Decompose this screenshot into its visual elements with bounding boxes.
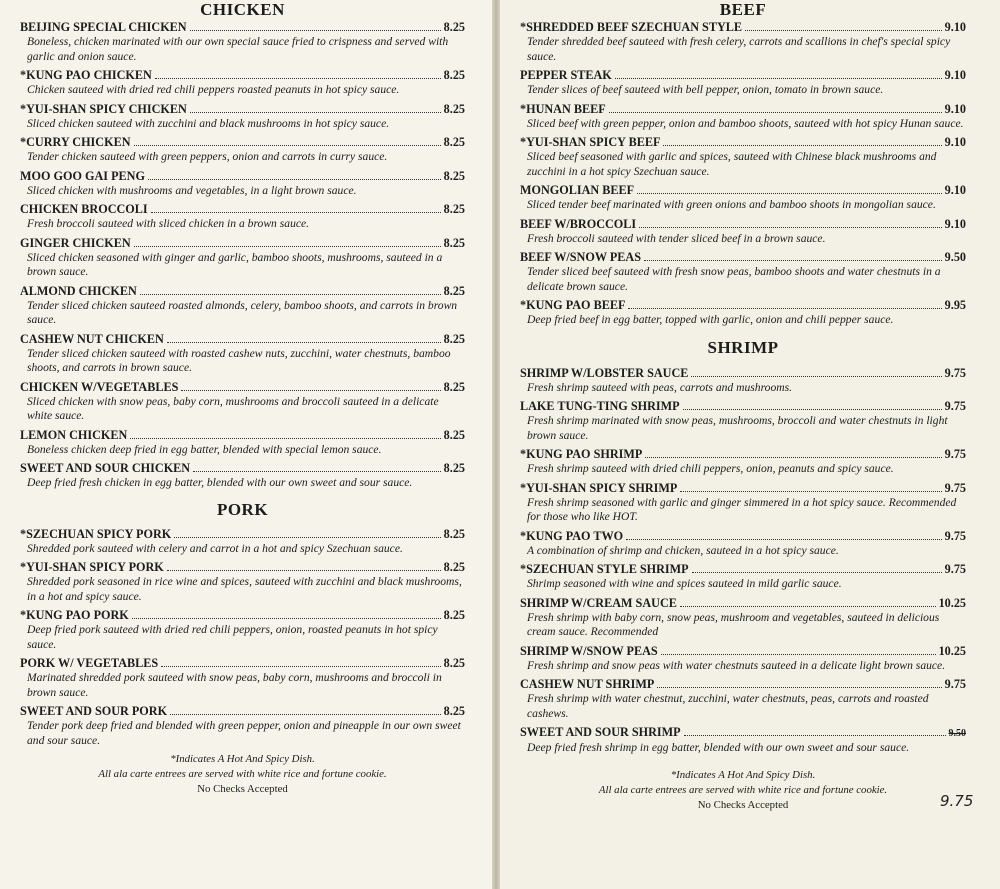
menu-item-name: *SHREDDED BEEF SZECHUAN STYLE	[520, 20, 743, 34]
no-checks-note: No Checks Accepted	[697, 798, 789, 811]
dot-leader	[692, 571, 942, 573]
dot-leader	[148, 178, 441, 180]
dot-leader	[190, 111, 441, 113]
menu-item-header	[520, 183, 966, 198]
menu-item-description: Boneless, chicken marinated with our own special sauce fried to crispness and served with garlic and onion sauce.	[27, 35, 449, 63]
menu-item-name: MOO GOO GAI PENG	[20, 168, 145, 183]
menu-item-name: BEEF W/SNOW PEAS	[520, 250, 642, 264]
menu-item-price: 9.10	[944, 183, 966, 197]
left-page	[0, 0, 492, 889]
menu-item-name: *KUNG PAO PORK	[20, 608, 129, 622]
menu-item-price: 8.25	[443, 427, 465, 442]
menu-item-name: SHRIMP W/LOBSTER SAUCE	[520, 365, 689, 380]
dot-leader	[130, 437, 440, 439]
menu-item	[20, 608, 465, 652]
menu-item-description: Fresh shrimp and snow peas with water chestnuts sauteed in a delicate light brown sauce.	[527, 658, 946, 672]
menu-item-name: *KUNG PAO SHRIMP	[520, 447, 643, 461]
menu-item-description: Fresh shrimp seasoned with garlic and ginger simmered in a hot spicy sauce. Recommended for those who like HOT.	[527, 495, 957, 523]
menu-item-name: *YUI-SHAN SPICY BEEF	[520, 135, 661, 149]
menu-item	[520, 529, 966, 559]
menu-item	[20, 527, 465, 557]
footer-notes-right	[520, 768, 966, 813]
menu-item-name: CHICKEN BROCCOLI	[20, 202, 148, 216]
menu-item	[520, 481, 966, 525]
menu-item-name: PEPPER STEAK	[520, 68, 612, 82]
menu-item-description: Deep fried fresh shrimp in egg batter, blended with our own sweet and sour sauce.	[527, 741, 910, 754]
menu-item	[20, 236, 465, 280]
dot-leader	[657, 686, 941, 688]
menu-item-description: Deep fried pork sauteed with dried red chili peppers, onion, roasted peanuts in hot spicy sauce.	[27, 623, 438, 651]
menu-item-price: 8.25	[443, 331, 465, 346]
menu-item-price: 9.75	[944, 528, 966, 543]
footer-notes-left	[20, 752, 465, 797]
menu-item-name: MONGOLIAN BEEF	[520, 183, 635, 197]
menu-item-name: *SZECHUAN STYLE SHRIMP	[520, 562, 689, 576]
dot-leader	[132, 617, 441, 619]
menu-item-price: 9.75	[944, 562, 966, 576]
menu-item-price: 9.75	[944, 480, 966, 495]
menu-item-description: Marinated shredded pork sauteed with snow peas, baby corn, mushrooms and broccoli in brown sauce.	[27, 671, 442, 699]
shrimp-list	[520, 366, 966, 756]
menu-item-name: *KUNG PAO CHICKEN	[20, 68, 152, 82]
dot-leader	[684, 734, 946, 736]
dot-leader	[151, 211, 441, 213]
menu-item-description: Tender shredded beef sauteed with fresh celery, carrots and scallions in chef's special spicy sauce.	[527, 35, 951, 63]
menu-item-header	[520, 725, 966, 741]
menu-item-price: 8.25	[443, 20, 465, 34]
menu-item	[520, 447, 966, 477]
dot-leader	[170, 713, 441, 715]
dot-leader	[167, 569, 441, 571]
menu-item	[520, 399, 966, 443]
menu-item-price: 9.75	[944, 365, 966, 380]
menu-item	[520, 644, 966, 674]
menu-item-description: Fresh shrimp sauteed with dried chili peppers, onion, peanuts and spicy sauce.	[527, 462, 894, 475]
menu-item-price: 8.25	[443, 608, 465, 622]
menu-item-price: 9.75	[944, 399, 966, 413]
menu-item-name: CASHEW NUT SHRIMP	[520, 677, 655, 691]
hot-spicy-note: *Indicates A Hot And Spicy Dish.	[170, 753, 315, 765]
menu-item-header	[20, 704, 465, 719]
menu-item-header	[20, 428, 465, 443]
menu-item-price: 8.25	[443, 526, 465, 541]
menu-item	[520, 596, 966, 640]
menu-item-header	[20, 560, 465, 575]
menu-item-description: Deep fried beef in egg batter, topped with garlic, onion and chili pepper sauce.	[527, 313, 894, 326]
menu-item-header	[520, 677, 966, 692]
menu-item-description: Sliced beef with green pepper, onion and bamboo shoots, sauteed with hot spicy Hunan sauce.	[527, 116, 964, 130]
menu-item-price: 10.25	[938, 595, 966, 610]
menu-item-header	[520, 529, 966, 544]
menu-item	[520, 250, 966, 294]
menu-item-price: 8.25	[443, 135, 465, 149]
menu-item-name: CASHEW NUT CHICKEN	[20, 331, 164, 346]
menu-item-name: BEIJING SPECIAL CHICKEN	[20, 20, 187, 34]
menu-item-header	[520, 102, 966, 117]
menu-item-header	[20, 284, 465, 299]
menu-item-description: Shredded pork seasoned in rice wine and spices, sauteed with zucchini and black mushrooms, in a hot and spicy sauce.	[27, 575, 462, 603]
dot-leader	[193, 470, 441, 472]
menu-item-description: Tender sliced chicken sauteed with roasted cashew nuts, zucchini, water chestnuts, bamboo shoots, and carrots in brown sauce.	[27, 346, 451, 374]
menu-item-header	[520, 447, 966, 462]
dot-leader	[644, 259, 942, 261]
menu-item-price: 8.25	[443, 560, 465, 574]
pork-section-title: PORK	[216, 499, 269, 519]
menu-item-header	[20, 656, 465, 671]
menu-item	[20, 428, 465, 458]
menu-item	[20, 380, 465, 424]
menu-item	[20, 135, 465, 165]
menu-item-price: 9.10	[944, 20, 966, 34]
menu-item-header	[520, 644, 966, 659]
right-page	[500, 0, 1000, 889]
menu-item-price: 8.25	[443, 202, 465, 216]
menu-item	[20, 68, 465, 98]
menu-item-description: Tender sliced chicken sauteed roasted almonds, celery, bamboo shoots, and carrots in brown sauce.	[27, 298, 458, 326]
menu-item-header	[20, 68, 465, 83]
menu-item-description: Fresh shrimp with baby corn, snow peas, mushroom and vegetables, sauteed in delicious cream sauce. Recommended	[527, 610, 940, 638]
menu-item-name: *SZECHUAN SPICY PORK	[20, 526, 172, 541]
handwritten-price: 9.75	[940, 792, 974, 810]
menu-item-price: 9.75	[944, 447, 966, 461]
menu-item	[520, 725, 966, 756]
menu-item-name: LAKE TUNG-TING SHRIMP	[520, 399, 680, 413]
menu-item-name: *YUI-SHAN SPICY CHICKEN	[20, 101, 187, 116]
menu-item-header	[520, 481, 966, 496]
dot-leader	[680, 605, 936, 607]
menu-item-header	[20, 461, 465, 476]
ala-carte-note: All ala carte entrees are served with white rice and fortune cookie.	[598, 783, 888, 796]
menu-item-description: Fresh shrimp sauteed with peas, carrots and mushrooms.	[527, 380, 793, 394]
menu-item-name: *KUNG PAO BEEF	[520, 298, 626, 312]
menu-item-description: Sliced chicken seasoned with ginger and garlic, bamboo shoots, mushrooms, sauteed in a brown sauce.	[27, 250, 443, 278]
menu-item-name: SHRIMP W/SNOW PEAS	[520, 643, 658, 658]
dot-leader	[190, 29, 441, 31]
hot-spicy-note: *Indicates A Hot And Spicy Dish.	[670, 768, 816, 781]
menu-item-header	[520, 298, 966, 313]
dot-leader	[645, 456, 941, 458]
dot-leader	[134, 144, 441, 146]
menu-item-header	[520, 562, 966, 577]
menu-item	[20, 284, 465, 328]
menu-item-name: *CURRY CHICKEN	[20, 135, 131, 149]
menu-item-price: 9.10	[944, 135, 966, 149]
menu-item-price: 9.50	[948, 728, 966, 739]
dot-leader	[745, 29, 942, 31]
menu-item-price: 8.25	[443, 461, 465, 475]
dot-leader	[639, 226, 942, 228]
menu-item-header	[520, 217, 966, 232]
menu-item-name: *KUNG PAO TWO	[520, 528, 624, 543]
menu-item-header	[520, 20, 966, 35]
menu-item	[20, 169, 465, 199]
menu-item-name: SWEET AND SOUR PORK	[20, 704, 168, 718]
beef-section-title: BEEF	[719, 0, 767, 19]
dot-leader	[663, 144, 941, 146]
menu-item-header	[20, 527, 465, 542]
menu-item-header	[20, 380, 465, 395]
ala-carte-note: All ala carte entrees are served with white rice and fortune cookie.	[98, 768, 387, 780]
menu-item-description: Fresh shrimp marinated with snow peas, mushrooms, broccoli and water chestnuts in light brown sauce.	[527, 414, 948, 442]
menu-item-description: Sliced chicken with snow peas, baby corn, mushrooms and broccoli sauteed in a delicate white sauce.	[27, 394, 439, 422]
dot-leader	[609, 111, 942, 113]
menu-item-price: 8.25	[443, 283, 465, 298]
menu-item-price: 9.10	[944, 216, 966, 231]
menu-item-description: Fresh broccoli sauteed with tender sliced beef in a brown sauce.	[527, 231, 826, 245]
menu-item-price: 9.10	[944, 68, 966, 82]
menu-item	[520, 562, 966, 592]
chicken-list	[20, 20, 465, 491]
menu-item-price: 8.25	[443, 68, 465, 82]
menu-item-name: LEMON CHICKEN	[20, 427, 128, 442]
menu-item-description: Tender chicken sauteed with green peppers, onion and carrots in curry sauce.	[27, 150, 388, 163]
menu-item-name: *HUNAN BEEF	[520, 101, 606, 116]
menu-item-name: *YUI-SHAN SPICY SHRIMP	[520, 480, 678, 495]
menu-item	[20, 102, 465, 132]
menu-item	[20, 461, 465, 491]
menu-item-price: 8.25	[443, 379, 465, 394]
menu-item-header	[520, 135, 966, 150]
menu-item-price: 8.25	[443, 101, 465, 116]
menu-item-header	[520, 68, 966, 83]
menu-item	[520, 183, 966, 213]
menu-item-description: Tender sliced beef sauteed with fresh snow peas, bamboo shoots and water chestnuts in a delicate brown sauce.	[527, 265, 941, 293]
menu-item	[520, 102, 966, 132]
menu-item-name: SHRIMP W/CREAM SAUCE	[520, 595, 677, 610]
menu-item-header	[20, 20, 465, 35]
menu-item-price: 10.25	[938, 643, 966, 658]
dot-leader	[134, 245, 441, 247]
shrimp-section-title: SHRIMP	[707, 337, 779, 357]
menu-item-header	[520, 366, 966, 381]
menu-item-description: Fresh broccoli sauteed with sliced chicken in a brown sauce.	[27, 217, 310, 230]
menu-item-header	[20, 608, 465, 623]
menu-item	[520, 217, 966, 247]
menu-item-description: Sliced beef seasoned with garlic and spices, sauteed with Chinese black mushrooms and zucchini in a hot spicy Szechuan sauce.	[527, 150, 937, 178]
dot-leader	[637, 192, 942, 194]
dot-leader	[628, 307, 941, 309]
menu-item-price: 8.25	[443, 656, 465, 670]
menu-item-description: Sliced tender beef marinated with green onions and bamboo shoots in mongolian sauce.	[527, 198, 936, 211]
dot-leader	[167, 341, 441, 343]
menu-item-price: 8.25	[443, 235, 465, 250]
menu-item-price: 9.95	[944, 298, 966, 312]
dot-leader	[661, 653, 936, 655]
menu-item-description: Boneless chicken deep fried in egg batter, blended with special lemon sauce.	[27, 442, 382, 456]
menu-item	[20, 20, 465, 64]
menu-item	[520, 677, 966, 721]
menu-item-description: Deep fried fresh chicken in egg batter, blended with our own sweet and sour sauce.	[27, 476, 413, 489]
menu-item-header	[20, 135, 465, 150]
menu-item-description: Tender slices of beef sauteed with bell pepper, onion, tomato in brown sauce.	[527, 83, 884, 96]
menu-item	[520, 68, 966, 98]
menu-item-name: GINGER CHICKEN	[20, 235, 131, 250]
menu-item-header	[520, 399, 966, 414]
menu-item-name: BEEF W/BROCCOLI	[520, 216, 637, 231]
menu-item	[20, 202, 465, 232]
menu-item-name: SWEET AND SOUR SHRIMP	[520, 725, 681, 739]
dot-leader	[181, 389, 440, 391]
menu-item-name: CHICKEN W/VEGETABLES	[20, 379, 179, 394]
menu-item-description: Fresh shrimp with water chestnut, zucchini, water chestnuts, peas, carrots and roasted cashews.	[527, 692, 929, 720]
menu-item-header	[520, 250, 966, 265]
left-column	[20, 0, 465, 797]
menu-item-name: ALMOND CHICKEN	[20, 283, 137, 298]
menu-item-description: Chicken sauteed with dried red chili peppers roasted peanuts in hot spicy sauce.	[27, 83, 400, 96]
dot-leader	[174, 536, 440, 538]
menu-item	[20, 560, 465, 604]
menu-spine	[492, 0, 500, 889]
pork-list	[20, 527, 465, 749]
beef-list	[520, 20, 966, 328]
dot-leader	[680, 490, 941, 492]
menu-item-header	[520, 596, 966, 611]
menu-item-header	[20, 332, 465, 347]
menu-item-header	[20, 102, 465, 117]
menu-item	[20, 656, 465, 700]
menu-item-name: *YUI-SHAN SPICY PORK	[20, 560, 164, 574]
menu-item-name: SWEET AND SOUR CHICKEN	[20, 461, 191, 475]
dot-leader	[683, 408, 942, 410]
menu-item-price: 9.10	[944, 101, 966, 116]
menu-item-header	[20, 236, 465, 251]
menu-item	[520, 135, 966, 179]
menu-item	[20, 704, 465, 748]
dot-leader	[691, 375, 941, 377]
menu-item-price: 8.25	[443, 168, 465, 183]
menu-item-price: 9.50	[944, 250, 966, 264]
menu-item-description: Tender pork deep fried and blended with green pepper, onion and pineapple in our own sweet and sour sauce.	[27, 719, 461, 747]
dot-leader	[161, 665, 441, 667]
right-column	[520, 0, 966, 813]
menu-item-description: Sliced chicken sauteed with zucchini and black mushrooms in hot spicy sauce.	[27, 116, 390, 130]
menu-item-header	[20, 169, 465, 184]
no-checks-note: No Checks Accepted	[197, 783, 288, 795]
menu-item-description: Sliced chicken with mushrooms and vegetables, in a light brown sauce.	[27, 183, 357, 197]
menu-item	[520, 366, 966, 396]
menu-item	[20, 332, 465, 376]
menu-item	[520, 298, 966, 328]
dot-leader	[155, 77, 441, 79]
dot-leader	[140, 293, 441, 295]
menu-item-price: 8.25	[443, 704, 465, 718]
menu-item-name: PORK W/ VEGETABLES	[20, 656, 159, 670]
menu-item-description: Shredded pork sauteed with celery and carrot in a hot and spicy Szechuan sauce.	[27, 541, 403, 555]
menu-item-description: A combination of shrimp and chicken, sauteed in a hot spicy sauce.	[527, 543, 839, 557]
dot-leader	[626, 538, 942, 540]
chicken-section-title: CHICKEN	[200, 0, 285, 19]
menu-item-price: 9.75	[944, 677, 966, 691]
dot-leader	[615, 77, 942, 79]
menu-item-header	[20, 202, 465, 217]
menu-item-description: Shrimp seasoned with wine and spices sauteed in mild garlic sauce.	[527, 577, 842, 590]
menu-item	[520, 20, 966, 64]
